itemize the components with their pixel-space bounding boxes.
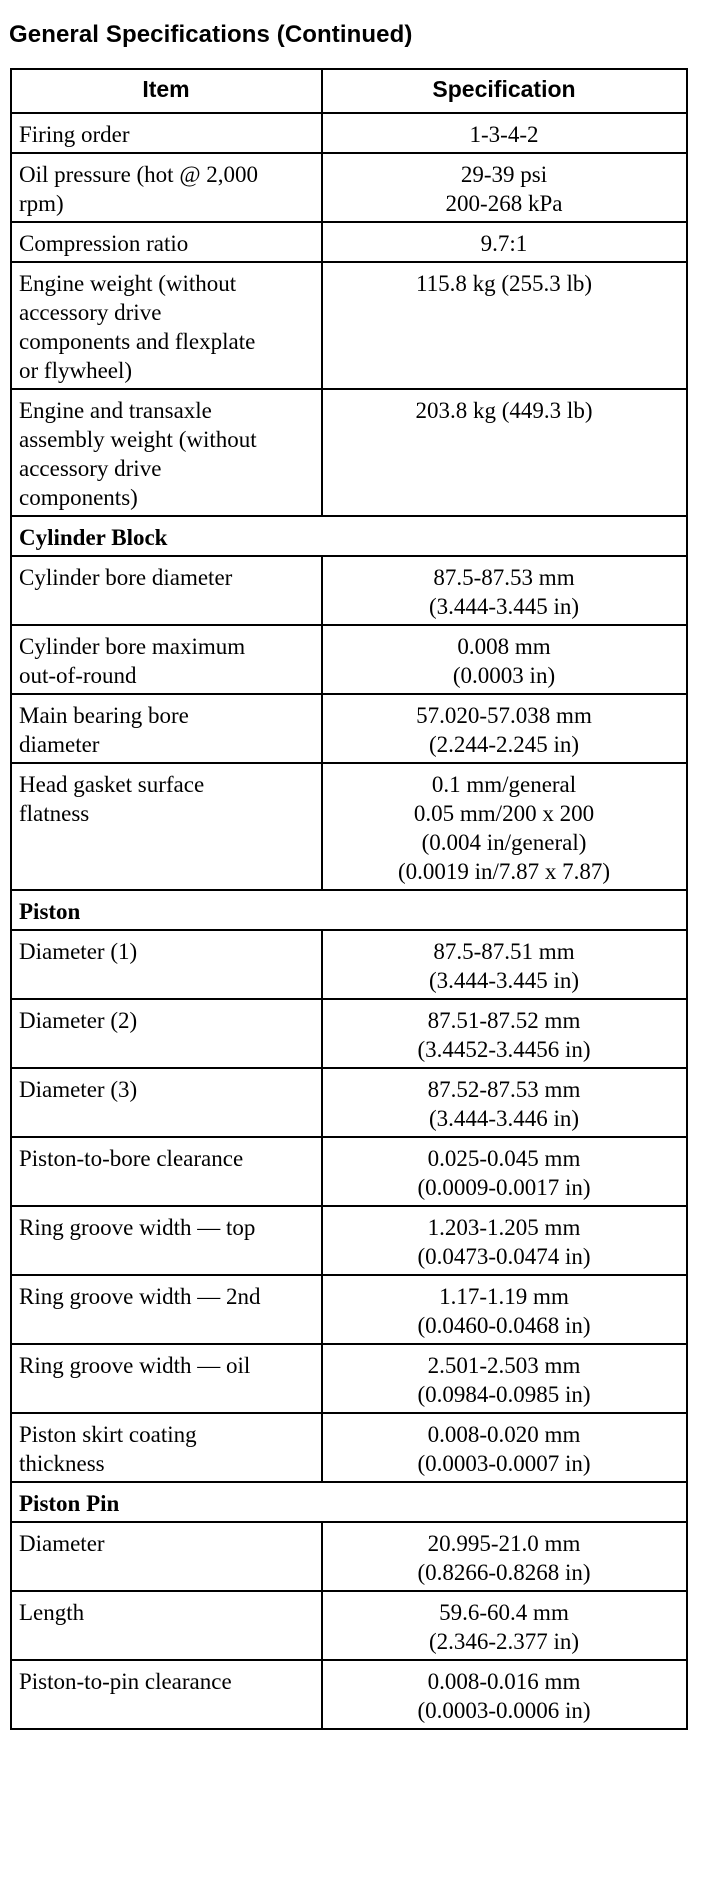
specification-cell [322,999,687,1068]
item-text: Compression ratio [19,231,189,256]
specification-text: (0.0984-0.0985 in) [417,1382,591,1407]
specification-text: 0.1 mm/general [431,772,577,797]
item-text: Diameter (1) [19,939,138,964]
table-row [11,153,687,222]
table-row [11,1137,687,1206]
specification-column-header: Specification [322,69,687,113]
section-heading: Piston [11,890,687,930]
item-cell [11,1344,322,1413]
specification-cell [322,763,687,890]
item-text: thickness [19,1451,105,1476]
specification-cell [322,556,687,625]
item-text: Piston-to-bore clearance [19,1146,244,1171]
specification-cell [322,1068,687,1137]
item-cell [11,1137,322,1206]
item-cell [11,262,322,389]
item-cell [11,1522,322,1591]
specification-cell [322,1660,687,1729]
section-heading: Cylinder Block [11,516,687,556]
specification-text: (0.0460-0.0468 in) [417,1313,591,1338]
specification-text: 87.52-87.53 mm [427,1077,581,1102]
table-row [11,1068,687,1137]
item-text: Cylinder bore maximum [19,634,246,659]
item-text: assembly weight (without [19,427,257,452]
specification-text: 29-39 psi [460,162,548,187]
table-row [11,262,687,389]
item-text: or flywheel) [19,358,133,383]
table-row [11,1660,687,1729]
specification-cell [322,1275,687,1344]
specification-text: (0.0009-0.0017 in) [417,1175,591,1200]
specification-cell [322,153,687,222]
specification-cell [322,1137,687,1206]
specification-text: 2.501-2.503 mm [427,1353,581,1378]
item-text: out-of-round [19,663,137,688]
specification-text: (3.444-3.445 in) [428,594,580,619]
item-text: Piston skirt coating [19,1422,197,1447]
item-text: Length [19,1600,85,1625]
specification-cell [322,1344,687,1413]
item-column-header: Item [11,69,322,113]
specification-text: 0.008-0.016 mm [427,1669,581,1694]
specification-text: 115.8 kg (255.3 lb) [415,271,593,296]
specification-text: 59.6-60.4 mm [439,1600,569,1625]
specification-text: (0.004 in/general) [421,830,587,855]
specification-text: 0.008-0.020 mm [427,1422,581,1447]
specification-cell [322,262,687,389]
item-text: Diameter (2) [19,1008,138,1033]
specification-text: (0.8266-0.8268 in) [417,1560,591,1585]
item-cell [11,556,322,625]
specification-text: (0.0019 in/7.87 x 7.87) [397,859,611,884]
item-text: Engine weight (without [19,271,237,296]
table-row [11,930,687,999]
table-row [11,1413,687,1482]
table-row [11,389,687,516]
item-text: components) [19,485,138,510]
table-row [11,694,687,763]
item-cell [11,389,322,516]
section-row [11,516,687,556]
specification-text: 0.008 mm [457,634,551,659]
item-cell [11,1275,322,1344]
item-text: Ring groove width — 2nd [19,1284,261,1309]
item-text: accessory drive [19,456,162,481]
specification-text: (3.4452-3.4456 in) [417,1037,591,1062]
item-text: Oil pressure (hot @ 2,000 [19,162,259,187]
item-text: rpm) [19,191,64,216]
specification-text: (2.244-2.245 in) [428,732,580,757]
page-title: General Specifications (Continued) [9,21,413,48]
item-cell [11,694,322,763]
item-text: Main bearing bore [19,703,189,728]
specification-cell [322,694,687,763]
item-text: Ring groove width — oil [19,1353,251,1378]
specification-cell [322,1591,687,1660]
item-text: accessory drive [19,300,162,325]
table-row [11,1275,687,1344]
specification-text: (0.0003-0.0007 in) [417,1451,591,1476]
specification-text: 203.8 kg (449.3 lb) [415,398,593,423]
specification-text: 0.05 mm/200 x 200 [413,801,595,826]
table-row [11,999,687,1068]
specification-text: (2.346-2.377 in) [428,1629,580,1654]
item-cell [11,1206,322,1275]
item-cell [11,1591,322,1660]
section-heading: Piston Pin [11,1482,687,1522]
item-text: diameter [19,732,100,757]
item-cell [11,113,322,153]
section-row [11,1482,687,1522]
specification-text: (0.0003-0.0006 in) [417,1698,591,1723]
item-text: components and flexplate [19,329,256,354]
specification-text: 200-268 kPa [445,191,563,216]
specification-cell [322,113,687,153]
specification-text: 1.17-1.19 mm [439,1284,569,1309]
table-row [11,1344,687,1413]
table-row [11,1206,687,1275]
item-cell [11,763,322,890]
specification-cell [322,222,687,262]
specification-text: 1-3-4-2 [469,122,539,147]
specification-text: 0.025-0.045 mm [427,1146,581,1171]
specification-text: (0.0473-0.0474 in) [417,1244,591,1269]
specifications-table [10,68,688,1730]
item-text: Diameter (3) [19,1077,138,1102]
specification-text: (0.0003 in) [452,663,556,688]
table-body [11,113,687,1729]
item-cell [11,222,322,262]
specification-text: 87.5-87.53 mm [433,565,575,590]
table-row [11,1522,687,1591]
specification-text: 1.203-1.205 mm [427,1215,581,1240]
specification-cell [322,1522,687,1591]
section-row [11,890,687,930]
item-text: Cylinder bore diameter [19,565,233,590]
table-row [11,763,687,890]
table-row [11,556,687,625]
specification-text: (3.444-3.446 in) [428,1106,580,1131]
item-text: Piston-to-pin clearance [19,1669,232,1694]
item-text: Head gasket surface [19,772,205,797]
item-cell [11,153,322,222]
table-row [11,1591,687,1660]
item-cell [11,1660,322,1729]
table-row [11,625,687,694]
item-text: Ring groove width — top [19,1215,256,1240]
item-text: flatness [19,801,90,826]
item-cell [11,625,322,694]
specification-cell [322,930,687,999]
specification-cell [322,625,687,694]
table-header-row [11,69,687,113]
specification-text: (3.444-3.445 in) [428,968,580,993]
specification-text: 87.5-87.51 mm [433,939,575,964]
specification-cell [322,1206,687,1275]
item-cell [11,930,322,999]
table-row [11,113,687,153]
item-text: Diameter [19,1531,105,1556]
specification-text: 9.7:1 [480,231,528,256]
item-cell [11,999,322,1068]
item-text: Engine and transaxle [19,398,212,423]
table-row [11,222,687,262]
specification-text: 57.020-57.038 mm [416,703,592,728]
specification-text: 87.51-87.52 mm [427,1008,581,1033]
item-text: Firing order [19,122,130,147]
item-cell [11,1413,322,1482]
specification-cell [322,389,687,516]
item-cell [11,1068,322,1137]
specification-cell [322,1413,687,1482]
specification-text: 20.995-21.0 mm [427,1531,581,1556]
